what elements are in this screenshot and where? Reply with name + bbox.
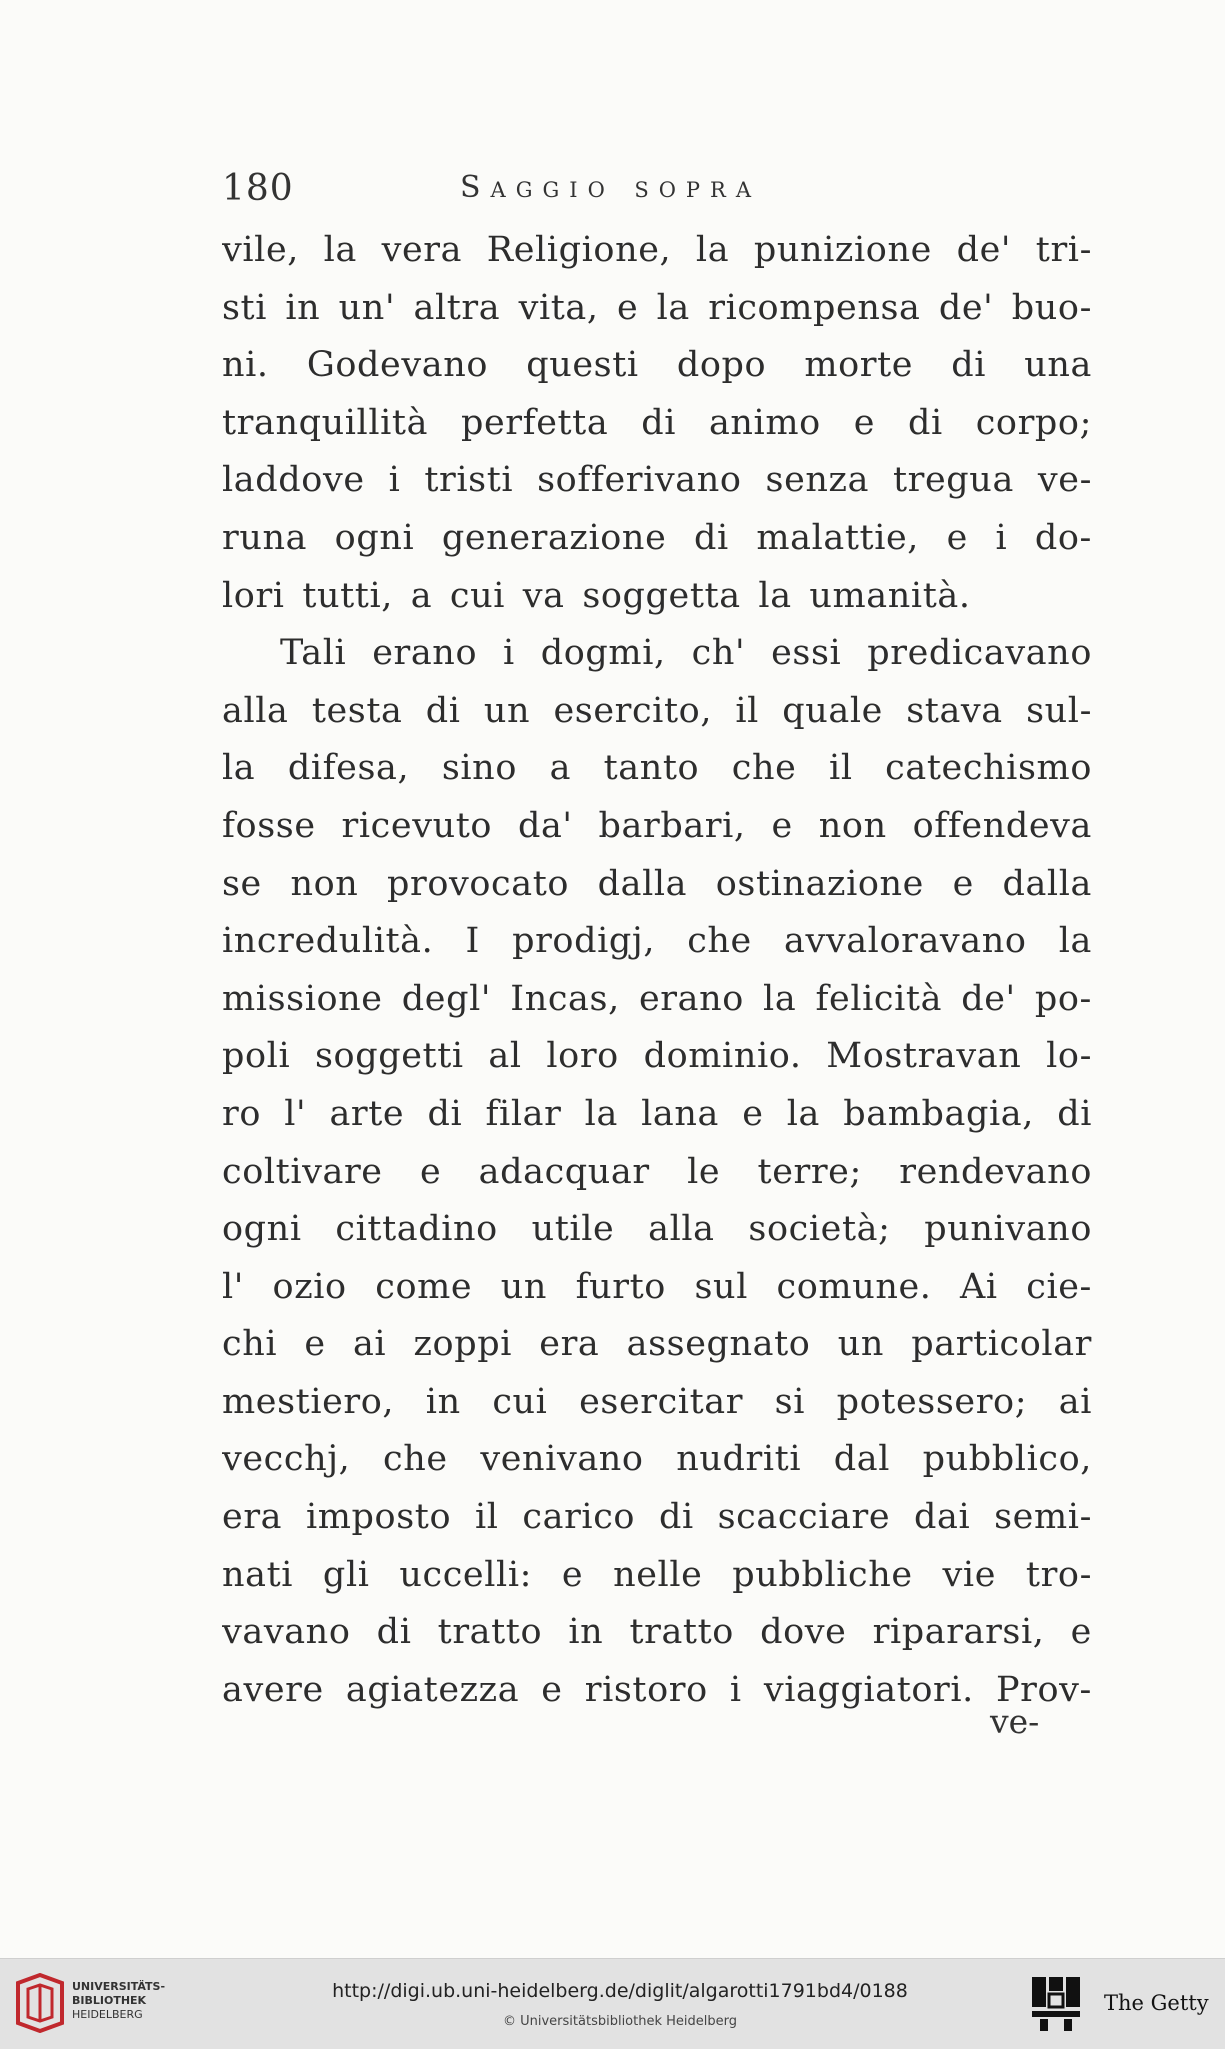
library-name[interactable] xyxy=(72,1980,165,2022)
text-line: Tali erano i dogmi, ch' essi predicavano xyxy=(280,633,1092,674)
text-line: ogni cittadino utile alla società; punivano xyxy=(222,1209,1092,1250)
text-line: se non provocato dalla ostinazione e dalla xyxy=(222,863,1092,904)
text-line: missione degl' Incas, erano la felicità de' po- xyxy=(222,978,1092,1019)
text-line: chi e ai zoppi era assegnato un particolar xyxy=(222,1324,1092,1365)
university-library-logo-icon[interactable] xyxy=(12,1973,68,2033)
text-line: alla testa di un esercito, il quale stava sul- xyxy=(222,690,1092,731)
text-line: sti in un' altra vita, e la ricompensa de' buo- xyxy=(222,287,1092,328)
text-line: poli soggetti al loro dominio. Mostravan lo- xyxy=(222,1036,1092,1077)
text-line: era imposto il carico di scacciare dai semi- xyxy=(222,1497,1092,1538)
getty-logo-icon[interactable] xyxy=(1030,1975,1082,2033)
getty-name[interactable]: The Getty xyxy=(1104,1991,1209,2015)
text-line: nati gli uccelli: e nelle pubbliche vie tro- xyxy=(222,1554,1092,1595)
page-header xyxy=(222,168,1082,228)
text-line: fosse ricevuto da' barbari, e non offendeva xyxy=(222,805,1092,846)
text-line: vecchj, che venivano nudriti dal pubblico, xyxy=(222,1439,1092,1480)
copyright-notice: © Universitätsbibliothek Heidelberg xyxy=(502,2014,737,2029)
library-name-line: UNIVERSITÄTS- xyxy=(72,1980,166,1993)
text-line: vile, la vera Religione, la punizione de' tri- xyxy=(222,230,1092,270)
text-line: incredulità. I prodigj, che avvaloravano la xyxy=(222,921,1092,962)
text-line: runa ogni generazione di malattie, e i do- xyxy=(222,517,1092,558)
text-line: l' ozio come un furto sul comune. Ai cie- xyxy=(222,1266,1092,1307)
text-line: ni. Godevano questi dopo morte di una xyxy=(222,345,1092,386)
text-line: avere agiatezza e ristoro i viaggiatori. Prov- xyxy=(222,1669,1092,1710)
catchword: ve- xyxy=(990,1702,1040,1741)
text-line: vavano di tratto in tratto dove ripararsi, e xyxy=(222,1612,1092,1653)
text-line: coltivare e adacquar le terre; rendevano xyxy=(222,1151,1092,1192)
text-line: ro l' arte di filar la lana e la bambagia, di xyxy=(222,1093,1092,1134)
footer-bar xyxy=(0,1958,1225,2049)
text-line: mestiero, in cui esercitar si potessero; ai xyxy=(222,1381,1092,1422)
text-line: la difesa, sino a tanto che il catechismo xyxy=(222,748,1092,789)
library-name-line: HEIDELBERG xyxy=(72,2008,143,2021)
page-number: 180 xyxy=(222,168,294,209)
text-line: tranquillità perfetta di animo e di corpo; xyxy=(222,402,1092,443)
text-line: lori tutti, a cui va soggetta la umanità. xyxy=(222,575,971,616)
source-url-link[interactable]: http://digi.ub.uni-heidelberg.de/diglit/algarotti1791bd4/0188 xyxy=(332,1980,908,2002)
running-title: Saggio sopra xyxy=(460,170,762,205)
body-text xyxy=(222,222,1092,1719)
library-name-line: BIBLIOTHEK xyxy=(72,1994,147,2007)
text-line: laddove i tristi sofferivano senza tregua ve- xyxy=(222,460,1092,501)
